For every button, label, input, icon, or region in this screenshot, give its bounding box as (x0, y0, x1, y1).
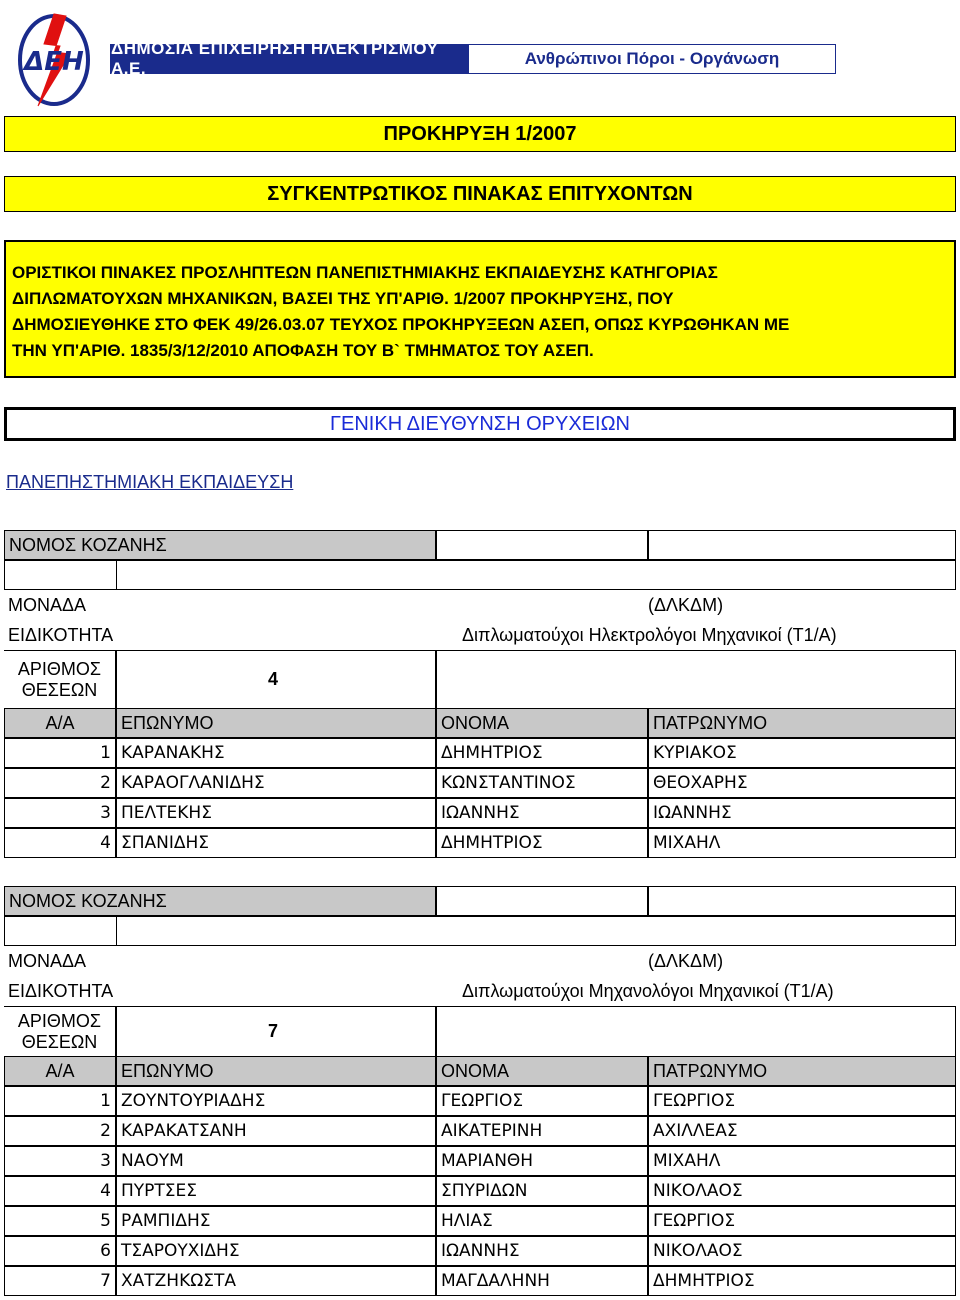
row-name: ΙΩΑΝΝΗΣ (436, 1236, 648, 1266)
row-name: ΜΑΡΙΑΝΘΗ (436, 1146, 648, 1176)
row-number: 6 (4, 1236, 116, 1266)
row-name: ΙΩΑΝΝΗΣ (436, 798, 648, 828)
row-name: ΔΗΜΗΤΡΙΟΣ (436, 828, 648, 858)
description-line: ΤΗΝ ΥΠ'ΑΡΙΘ. 1835/3/12/2010 ΑΠΟΦΑΣΗ ΤΟΥ Β` ΤΜΗΜΑΤΟΣ ΤΟΥ ΑΣΕΠ. (12, 341, 594, 360)
specialty-value: Διπλωματούχοι Ηλεκτρολόγοι Μηχανικοί (Τ1/Α) (462, 624, 837, 645)
specialty-value: Διπλωματούχοι Μηχανολόγοι Μηχανικοί (Τ1/Α) (462, 980, 834, 1001)
directorate-title: ΓΕΝΙΚΗ ΔΙΕΥΘΥΝΣΗ ΟΡΥΧΕΙΩΝ (4, 407, 956, 441)
row-number: 2 (4, 1116, 116, 1146)
row-surname: ΚΑΡΑΟΓΛΑΝΙΔΗΣ (116, 768, 436, 798)
description-line: ΔΙΠΛΩΜΑΤΟΥΧΩΝ ΜΗΧΑΝΙΚΩΝ, ΒΑΣΕΙ ΤΗΣ ΥΠ'ΑΡΙΘ. 1/2007 ΠΡΟΚΗΡΥΞΗΣ, ΠΟΥ (12, 289, 674, 308)
department-name: Ανθρώπινοι Πόροι - Οργάνωση (469, 45, 835, 73)
unit-value: (ΔΛΚΔΜ) (648, 594, 724, 615)
page-subtitle: ΣΥΓΚΕΝΤΡΩΤΙΚΟΣ ΠΙΝΑΚΑΣ ΕΠΙΤΥΧΟΝΤΩΝ (4, 176, 956, 212)
row-number: 3 (4, 798, 116, 828)
description-line: ΔΗΜΟΣΙΕΥΘΗΚΕ ΣΤΟ ΦΕΚ 49/26.03.07 ΤΕΥΧΟΣ ΠΡΟΚΗΡΥΞΕΩΝ ΑΣΕΠ, ΟΠΩΣ ΚΥΡΩΘΗΚΑΝ ΜΕ (12, 315, 790, 334)
row-father: ΜΙΧΑΗΛ (648, 1146, 956, 1176)
positions-value: 4 (267, 669, 278, 689)
positions-label: ΑΡΙΘΜΟΣ ΘΕΣΕΩΝ (4, 650, 116, 708)
education-level: ΠΑΝΕΠΗΣΤΗΜΙΑΚΗ ΕΚΠΑΙΔΕΥΣΗ (6, 472, 294, 492)
logo-text: ΔΕΗ (24, 47, 84, 77)
row-father: ΝΙΚΟΛΑΟΣ (648, 1176, 956, 1206)
row-surname: ΧΑΤΖΗΚΩΣΤΑ (116, 1266, 436, 1296)
page-title: ΠΡΟΚΗΡΥΞΗ 1/2007 (4, 116, 956, 152)
section-table-1 (4, 530, 956, 860)
row-father: ΜΙΧΑΗΛ (648, 828, 956, 858)
row-surname: ΖΟΥΝΤΟΥΡΙΑΔΗΣ (116, 1086, 436, 1116)
prefecture-label: ΝΟΜΟΣ ΚΟΖΑΝΗΣ (4, 530, 436, 560)
row-surname: ΣΠΑΝΙΔΗΣ (116, 828, 436, 858)
row-father: ΚΥΡΙΑΚΟΣ (648, 738, 956, 768)
row-father: ΙΩΑΝΝΗΣ (648, 798, 956, 828)
row-surname: ΠΕΛΤΕΚΗΣ (116, 798, 436, 828)
row-father: ΑΧΙΛΛΕΑΣ (648, 1116, 956, 1146)
row-father: ΓΕΩΡΓΙΟΣ (648, 1086, 956, 1116)
positions-value: 7 (267, 1021, 278, 1041)
row-father: ΔΗΜΗΤΡΙΟΣ (648, 1266, 956, 1296)
unit-label: ΜΟΝΑΔΑ (8, 594, 87, 615)
brand-name: ΔΗΜΟΣΙΑ ΕΠΙΧΕΙΡΗΣΗ ΗΛΕΚΤΡΙΣΜΟΥ Α.Ε. (111, 45, 469, 73)
col-father: ΠΑΤΡΩΝΥΜΟ (648, 708, 956, 738)
row-surname: ΡΑΜΠΙΔΗΣ (116, 1206, 436, 1236)
row-father: ΓΕΩΡΓΙΟΣ (648, 1206, 956, 1236)
row-surname: ΚΑΡΑΝΑΚΗΣ (116, 738, 436, 768)
row-number: 5 (4, 1206, 116, 1236)
row-number: 4 (4, 828, 116, 858)
row-number: 4 (4, 1176, 116, 1206)
row-father: ΝΙΚΟΛΑΟΣ (648, 1236, 956, 1266)
description-box (4, 240, 956, 378)
row-surname: ΠΥΡΤΣΕΣ (116, 1176, 436, 1206)
row-number: 1 (4, 1086, 116, 1116)
row-name: ΜΑΓΔΑΛΗΝΗ (436, 1266, 648, 1296)
row-name: ΓΕΩΡΓΙΟΣ (436, 1086, 648, 1116)
row-name: ΗΛΙΑΣ (436, 1206, 648, 1236)
unit-label: ΜΟΝΑΔΑ (8, 950, 87, 971)
col-father: ΠΑΤΡΩΝΥΜΟ (648, 1056, 956, 1086)
row-number: 3 (4, 1146, 116, 1176)
row-name: ΚΩΝΣΤΑΝΤΙΝΟΣ (436, 768, 648, 798)
section-table-2 (4, 886, 956, 1296)
specialty-label: ΕΙΔΙΚΟΤΗΤΑ (8, 980, 114, 1001)
unit-value: (ΔΛΚΔΜ) (648, 950, 724, 971)
row-number: 2 (4, 768, 116, 798)
col-aa: Α/Α (4, 1056, 116, 1086)
description-line: ΟΡΙΣΤΙΚΟΙ ΠΙΝΑΚΕΣ ΠΡΟΣΛΗΠΤΕΩΝ ΠΑΝΕΠΙΣΤΗΜΙΑΚΗΣ ΕΚΠΑΙΔΕΥΣΗΣ ΚΑΤΗΓΟΡΙΑΣ (12, 263, 718, 282)
col-name: ΟΝΟΜΑ (436, 1056, 648, 1086)
rows-container (4, 738, 956, 858)
col-surname: ΕΠΩΝΥΜΟ (116, 708, 436, 738)
row-number: 7 (4, 1266, 116, 1296)
row-father: ΘΕΟΧΑΡΗΣ (648, 768, 956, 798)
rows-container (4, 1086, 956, 1296)
row-name: ΔΗΜΗΤΡΙΟΣ (436, 738, 648, 768)
col-aa: Α/Α (4, 708, 116, 738)
row-name: ΑΙΚΑΤΕΡΙΝΗ (436, 1116, 648, 1146)
col-name: ΟΝΟΜΑ (436, 708, 648, 738)
positions-label: ΑΡΙΘΜΟΣ ΘΕΣΕΩΝ (4, 1006, 116, 1056)
row-number: 1 (4, 738, 116, 768)
row-surname: ΚΑΡΑΚΑΤΣΑΝΗ (116, 1116, 436, 1146)
dei-logo (14, 10, 92, 110)
row-surname: ΝΑΟΥΜ (116, 1146, 436, 1176)
col-surname: ΕΠΩΝΥΜΟ (116, 1056, 436, 1086)
specialty-label: ΕΙΔΙΚΟΤΗΤΑ (8, 624, 114, 645)
brand-bar (110, 39, 836, 78)
prefecture-label: ΝΟΜΟΣ ΚΟΖΑΝΗΣ (4, 886, 436, 916)
row-surname: ΤΣΑΡΟΥΧΙΔΗΣ (116, 1236, 436, 1266)
row-name: ΣΠΥΡΙΔΩΝ (436, 1176, 648, 1206)
